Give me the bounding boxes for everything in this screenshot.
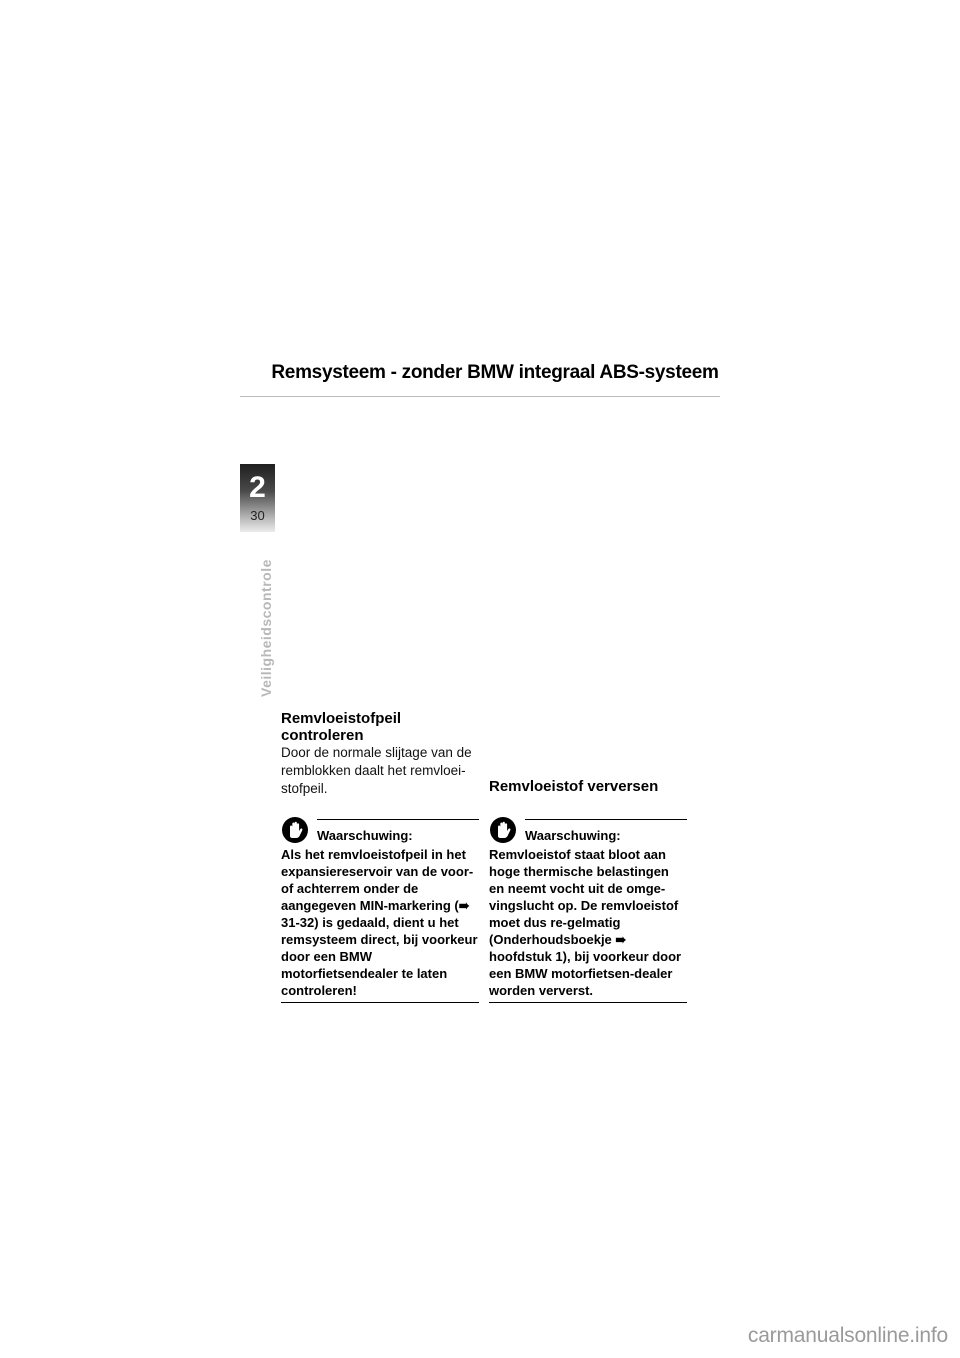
header-divider (240, 396, 720, 397)
right-warning-box (489, 816, 687, 1003)
right-warning-text: Remvloeistof staat bloot aan hoge thermische belastingen en neemt vocht uit de omge-vingslucht op. De remvloeistof moet dus re-gelmatig (Onderhoudsboekje ➠ hoofdstuk 1), bij voorkeur door een BMW motorfietsen-dealer worden ververst. (489, 847, 682, 998)
left-column (281, 710, 479, 798)
chapter-number: 2 (249, 471, 266, 504)
chapter-tab (240, 464, 275, 532)
left-warning-bottom-rule (281, 1002, 479, 1003)
right-heading: Remvloeistof verversen (489, 778, 659, 795)
left-warning-label: Waarschuwing: (317, 828, 413, 843)
right-warning-top-rule (525, 819, 687, 820)
right-warning-label: Waarschuwing: (525, 828, 621, 843)
right-warning-head (489, 816, 687, 846)
right-warning-bottom-rule (489, 1002, 687, 1003)
page-number: 30 (250, 508, 265, 523)
page-header-title: Remsysteem - zonder BMW integraal ABS-systeem (271, 362, 719, 383)
left-warning-head (281, 816, 479, 846)
left-heading: Remvloeistofpeil controleren (281, 710, 402, 744)
watermark[interactable]: carmanualsonline.info (747, 1324, 948, 1347)
hand-stop-icon (489, 816, 517, 844)
left-warning-box (281, 816, 479, 1003)
section-label: Veiligheidscontrole (258, 559, 274, 697)
left-warning-text: Als het remvloeistofpeil in het expansiereservoir van de voor- of achterrem onder de aangegeven MIN-markering (➠ 31-32) is gedaald, dient u het remsysteem direct, bij voorkeur door een BMW motorfietsendealer te laten controleren! (281, 847, 478, 998)
left-warning-top-rule (317, 819, 479, 820)
hand-stop-icon (281, 816, 309, 844)
right-column (489, 778, 687, 795)
left-body-text: Door de normale slijtage van de remblokken daalt het remvloei-stofpeil. (281, 745, 472, 796)
